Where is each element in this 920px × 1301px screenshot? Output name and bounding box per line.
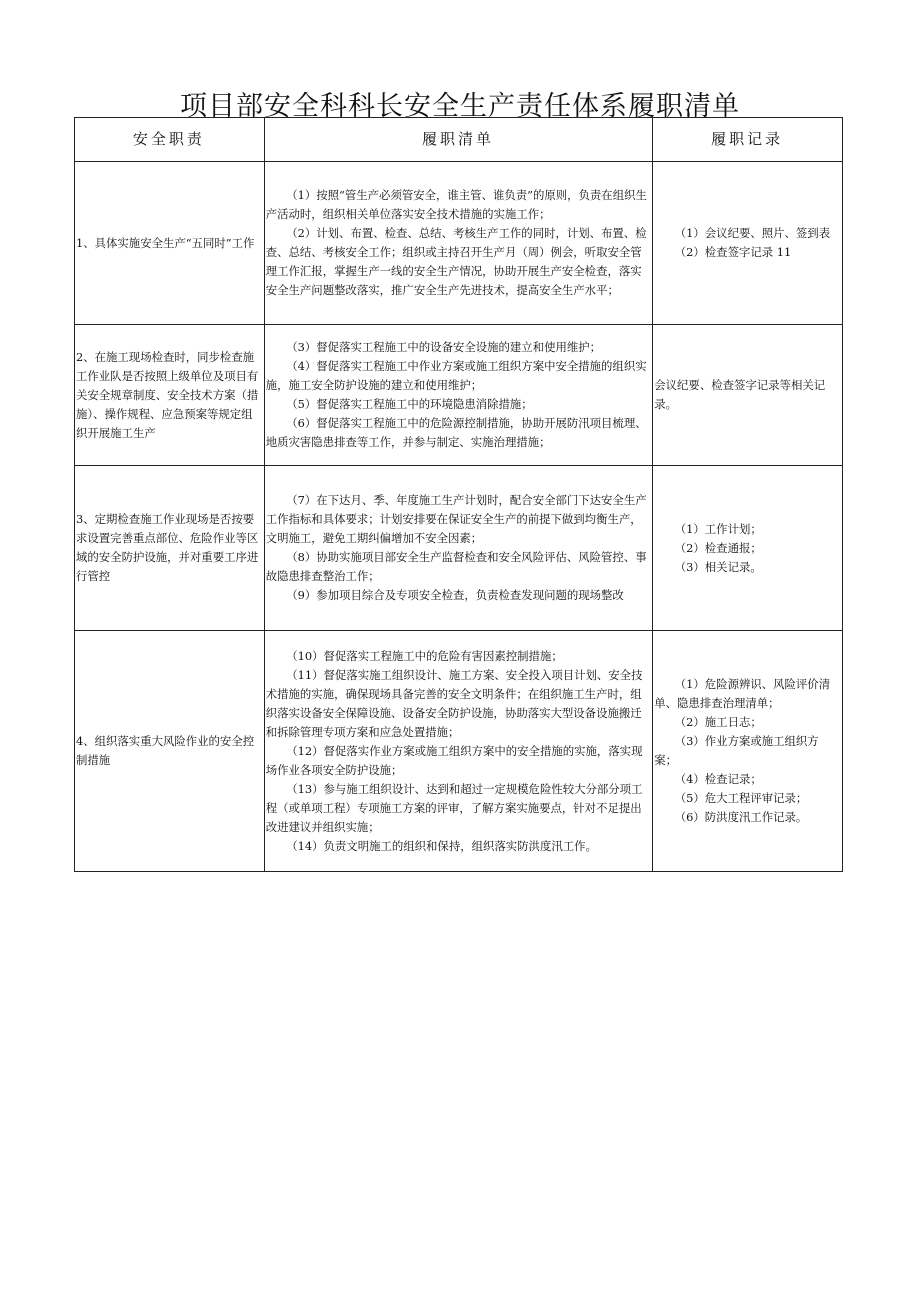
duty-table <box>74 117 843 872</box>
header-duty-list: 履职清单 <box>264 118 653 162</box>
duty-cell: 3、定期检查施工作业现场是否按要求设置完善重点部位、危险作业等区域的安全防护设施，并对重要工序进行管控 <box>75 466 265 631</box>
record-item: （3）作业方案或施工组织方案； <box>654 734 819 767</box>
record-item: （2）检查通报； <box>674 540 762 555</box>
list-item: （6）督促落实工程施工中的危险源控制措施，协助开展防汛项目梳理、地质灾害隐患排查等工作，并参与制定、实施治理措施； <box>265 416 647 449</box>
page-title: 项目部安全科科长安全生产责任体系履职清单 <box>180 91 740 122</box>
list-item: （7）在下达月、季、年度施工生产计划时，配合安全部门下达安全生产工作指标和具体要求；计划安排要在保证安全生产的前提下做到均衡生产，文明施工，避免工期纠偏增加不安全因素； <box>265 493 647 545</box>
list-item: （2）计划、布置、检查、总结、考核生产工作的同时，计划、布置、检查、总结、考核安全工作；组织或主持召开生产月（周）例会，听取安全管理工作汇报，掌握生产一线的安全生产情况，协助开展生产安全检查，落实安全生产问题整改落实，推广安全生产先进技术，提高安全生产水平； <box>265 226 647 297</box>
list-item: （8）协助实施项目部安全生产监督检查和安全风险评估、风险管控、事故隐患排查整治工作； <box>265 550 647 583</box>
table-header-row <box>75 118 843 162</box>
record-item: （1）工作计划； <box>674 521 762 536</box>
table-row <box>75 162 843 325</box>
record-item: （3）相关记录。 <box>674 559 762 574</box>
record-cell <box>653 162 843 325</box>
record-cell <box>653 466 843 631</box>
record-cell <box>653 631 843 872</box>
list-item: （13）参与施工组织设计、达到和超过一定规模危险性较大分部分项工程（或单项工程）专项施工方案的评审，了解方案实施要点，针对不足提出改进建议并组织实施； <box>265 781 643 834</box>
list-item: （10）督促落实工程施工中的危险有害因素控制措施； <box>286 648 563 663</box>
list-item: （4）督促落实工程施工中作业方案或施工组织方案中安全措施的组织实施，施工安全防护设施的建立和使用维护； <box>265 359 647 392</box>
list-item: （12）督促落实作业方案或施工组织方案中的安全措施的实施，落实现场作业各项安全防护设施； <box>265 743 643 777</box>
record-item: （5）危大工程评审记录； <box>674 791 808 805</box>
record-item: （2）检查签字记录 11 <box>674 245 792 259</box>
header-safety-duty: 安全职责 <box>75 118 265 162</box>
duty-cell: 4、组织落实重大风险作业的安全控制措施 <box>75 631 265 872</box>
record-item: （1）危险源辨识、风险评价清单、隐患排查治理清单； <box>654 677 831 710</box>
table-row <box>75 325 843 466</box>
duty-cell: 2、在施工现场检查时，同步检查施工作业队是否按照上级单位及项目有关安全规章制度、安全技术方案（措施）、操作规程、应急预案等规定组织开展施工生产 <box>75 325 265 466</box>
duty-list-cell <box>264 466 653 631</box>
list-item: （5）督促落实工程施工中的环境隐患消除措施； <box>286 397 533 411</box>
duty-list-cell <box>264 631 653 872</box>
record-item: （2）施工日志； <box>674 715 762 729</box>
duty-list-cell <box>264 325 653 466</box>
list-item: （1）按照“管生产必须管安全，谁主管、谁负责”的原则，负责在组织生产活动时，组织相关单位落实安全技术措施的实施工作； <box>265 188 647 221</box>
record-item: 会议纪要、检查签字记录等相关记录。 <box>654 378 826 411</box>
record-item: （6）防洪度汛工作记录。 <box>674 810 808 824</box>
header-duty-record: 履职记录 <box>653 118 843 162</box>
table-row <box>75 466 843 631</box>
table-row <box>75 631 843 872</box>
list-item: （11）督促落实施工组织设计、施工方案、安全投入项目计划、安全技术措施的实施，确保现场具备完善的安全文明条件；在组织施工生产时，组织落实设备安全保障设施、设备安全防护设施，协助落实大型设备设施搬迁和拆除管理专项方案和应急处置措施； <box>265 667 643 739</box>
list-item: （3）督促落实工程施工中的设备安全设施的建立和使用维护； <box>286 340 602 354</box>
record-item: （4）检查记录； <box>674 772 762 786</box>
record-cell <box>653 325 843 466</box>
list-item: （9）参加项目综合及专项安全检查，负责检查发现问题的现场整改 <box>286 588 624 602</box>
record-item: （1）会议纪要、照片、签到表 <box>674 226 831 240</box>
duty-cell: 1、具体实施安全生产“五同时”工作 <box>75 162 265 325</box>
duty-list-cell <box>264 162 653 325</box>
list-item: （14）负责文明施工的组织和保持，组织落实防洪度汛工作。 <box>286 838 597 853</box>
